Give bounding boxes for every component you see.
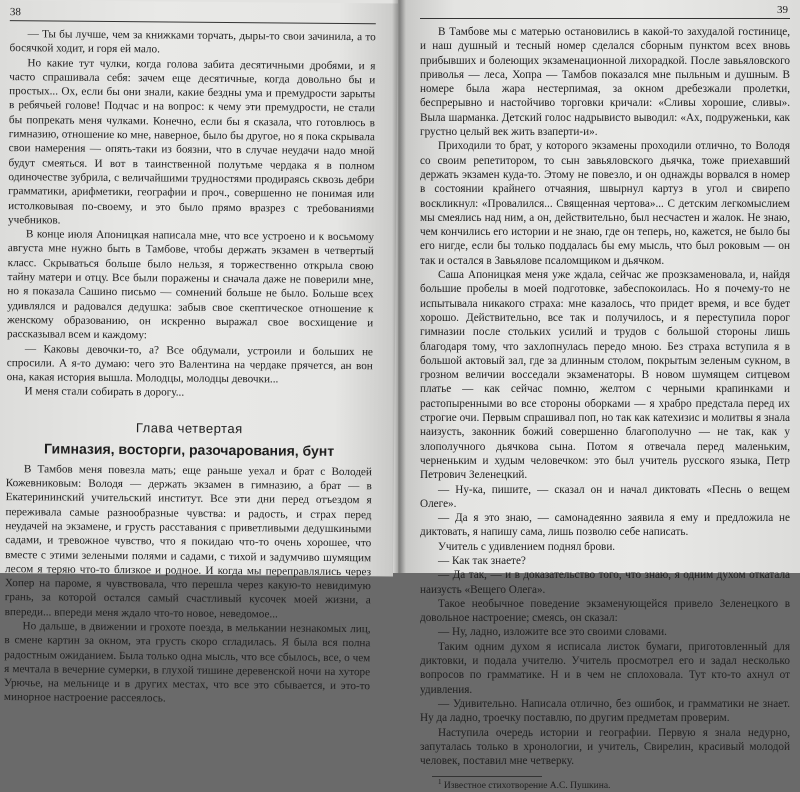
left-paragraph: Но какие тут чулки, когда голова забита десятичными дробями, и я часто спрашивала себя: зачем еще десятичные, когда довольно бы и простых... Ох, если бы они знали, какие бездны ума и премудрости зарыты в ребячьей голове! Подчас и на вопрос: к чему эти премудрости, не стали бы попрекать меня чулками. Конечно, если бы я сказала, что готовлюсь в гимназию, отношение ко мне, наверное, было бы другое, но я пока скрывала свои намерения — опять-таки из боязни, что в случае неудачи надо мной будут смеяться. И вот в таинственной полутьме чердака я в полном одиночестве зубрила, с величайшими трудностями продираясь сквозь дебри грамматики, арифметики, географии и проч., совершенно не понимая или истолковывая по-своему, и это было прямо вразрез с требованиями учебников. xyxy=(8,56,376,227)
footnote-divider xyxy=(432,776,542,777)
right-paragraph: Учитель с удивлением поднял брови. xyxy=(438,540,616,553)
chapter-title: Глава четвертая xyxy=(135,419,243,436)
right-paragraph: — Ну-ка, пишите, — сказал он и начал диктовать «Песнь о вещем Олеге». xyxy=(420,483,790,510)
left-page xyxy=(0,0,398,705)
footnote-marker: 1 xyxy=(438,778,442,787)
right-paragraph: Таким одним духом я исписала листок бумаги, приготовленный для диктовки, и подала учителю. Учитель просмотрел его и задал несколько вопросов по грамматике. Н и в чем не сплоховала. Тут кто-то ахнул от удивления. xyxy=(420,640,790,696)
footnote-text: Известное стихотворение А.С. Пушкина. xyxy=(443,781,611,792)
right-paragraph: В Тамбове мы с матерью остановились в какой-то захудалой гостинице, и наш душный и тесный номер сделался сборным пунктом всех вновь прибывших и болеющих экзаменационной лихорадкой. После завьяловского приволья — леса, Хопра — Тамбов показался мне пыльным и душным. В номере была жара нестерпимая, за окном дребезжали пролетки, беспрерывно и настойчиво торговки кричали: «Сливы хорошие, сливы». Выла шарманка. Детский голос надрывисто выводил: «Ах, подруженьки, как грустно целый век жить взаперти-и». xyxy=(420,26,790,139)
right-paragraph: Саша Апоницкая меня уже ждала, сейчас же прозкзаменовала, и, найдя большие пробелы в моей подготовке, забеспокоилась. Но я почему-то не испытывала никакого страха: мне казалось, что придет время, и все будет хорошо. Действительно, все так и получилось, и я переступила порог гимназии после стольких усилий и трудов с большой стороны лишь благодаря тому, что захлопнулась передо мною. Без страха вступила я в большой актовый зал, где за длинным столом, покрытым зеленым сукном, в грозном величии восседали экзаменаторы. В новом шумящем ситцевом платье — как сейчас помню, желтом с черными крапинками и растопыренными во все стороны оборками — я храбро предстала перед их строгие очи. Первым спрашивал поп, но так как катехизис и молитвы я знала наизусть, законник божий совершенно благополучно — не так, как у злополучного дьячкова сына. Потом я отвечала перед маленьким, черненьким и худым человечком: это был учитель русского языка, Петр Петрович Зеленецкий. xyxy=(420,269,790,482)
chapter-paragraph: Но дальше, в движении и грохоте поезда, в мелькании незнакомых лиц, в смене картин за окном, эта грусть скоро сгладилась. Я была вся полна радостным ожиданием. Была только одна мысль, что все сбылось, все, о чем я мечтала в вечерние сумерки, в глухой тишине деревенской ночи на хуторе Урючье, на мельнице и в других местах, что все это сбывается, и это-то минорное настроение рассеялось. xyxy=(3,620,371,705)
right-paragraph: — Да так, — и в доказательство того, что знаю, я одним духом откатала наизусть «Вещего Олега». xyxy=(420,569,790,596)
right-paragraph: — Удивительно. Написала отлично, без ошибок, и грамматики не знает. Ну да ладно, троечку поставлю, по другим предметам проверим. xyxy=(420,697,790,725)
left-paragraph: В конце июля Апоницкая написала мне, что все устроено и к восьмому августа мне нужно быть в Тамбове, чтобы держать экзамен в четвертый класс. Скрываться больше было нельзя, я торжественно открыла свою тайну матери и отцу. Все были поражены и сначала даже не поверили мне, но я показала Сашино письмо — сомнений больше не было. Больше всех удивлялся и радовался дедушка: забыв свое скептическое отношение к женскому образованию, он искренно выражал свое восхищение и рассказывал всем и каждому: xyxy=(7,228,374,342)
right-page xyxy=(398,0,800,792)
right-paragraph: — Как так знаете? xyxy=(438,554,526,567)
right-paragraph: Приходили то брат, у которого экзамены проходили отлично, то Володя со своим репетитором, то сын завьяловского дьячка, тоже приехавший держать экзамен куда-то. Этому не повезло, и он однажды ворвался в номер в состоянии крайнего отчаяния, швырнул картуз в угол и свирепо воскликнул: «Провалился... Священная чертова»... С детским легкомыслием мы смеялись над ним, а он, действительно, был несчастен и жалок. Не знаю, чем кончились его истории и не знаю, где он теперь, но, кажется, не было бы его нигде, если бы только поддалась бы ему мысль, что был роковым — он так и остался в Завьялове псаломщиком и дьячком. xyxy=(420,140,790,267)
left-paragraph: — Ты бы лучше, чем за книжками торчать, дыры-то свои зачинила, а то босячкой ходит, и горя ей мало. xyxy=(9,28,376,56)
right-paragraph: — Да я это знаю, — самонадеянно заявила я ему и предложила не диктовать, я напишу сама, лишь позволю себе написать. xyxy=(420,512,790,539)
right-page-header xyxy=(420,4,790,19)
right-page-number: 39 xyxy=(777,4,788,16)
chapter-paragraph: В Тамбов меня повезла мать; еще раньше уехал и брат с Володей Кожевниковым: Володя — держать экзамен в гимназию, а брат — в Екатерининский учительский институт. Все эти дни перед отъездом я переживала самые разнообразные чувства: и радость, и страх перед неудачей на экзамене, и грусть расставания с приветливыми дедушкиными садами, и тревожное чувство, что я покидаю что-то очень хорошее, что вместе с этими зелеными полями и садами, с тихой и задумчиво шумящим лесом я теряю что-то близкое и родное. И когда мы переправлялись через Хопер на пароме, я чувствовала, что перешла через какую-то невидимую грань, за которой остался самый счастливый кусочек моей жизни, а впереди... впереди меня ждало что-то новое, неведомое... xyxy=(4,462,372,621)
left-paragraph: И меня стали собирать в дорогу... xyxy=(24,385,185,400)
chapter-subtitle: Гимназия, восторги, разочарования, бунт xyxy=(43,440,335,459)
left-paragraph: — Каковы девочки-то, а? Все обдумали, устроили и больших не спросили. А я-то думаю: чего это Валентина на чердаке прячется, ан вон она, какая история вышла. Молодцы, молодцы девочки... xyxy=(6,342,373,386)
right-paragraph: Такое необычное поведение экзаменующейся привело Зеленецкого в довольное настроение; смеясь, он сказал: xyxy=(420,597,790,625)
left-page-header xyxy=(10,6,376,24)
footnote xyxy=(420,780,790,792)
right-paragraph: Наступила очередь истории и географии. Первую я знала недурно, запуталась только в хронологии, и учитель, Свирелин, красивый молодой человек, поставил мне четверку. xyxy=(420,726,790,768)
right-paragraph: — Ну, ладно, изложите все это своими словами. xyxy=(438,626,667,639)
left-page-number: 38 xyxy=(9,6,21,19)
